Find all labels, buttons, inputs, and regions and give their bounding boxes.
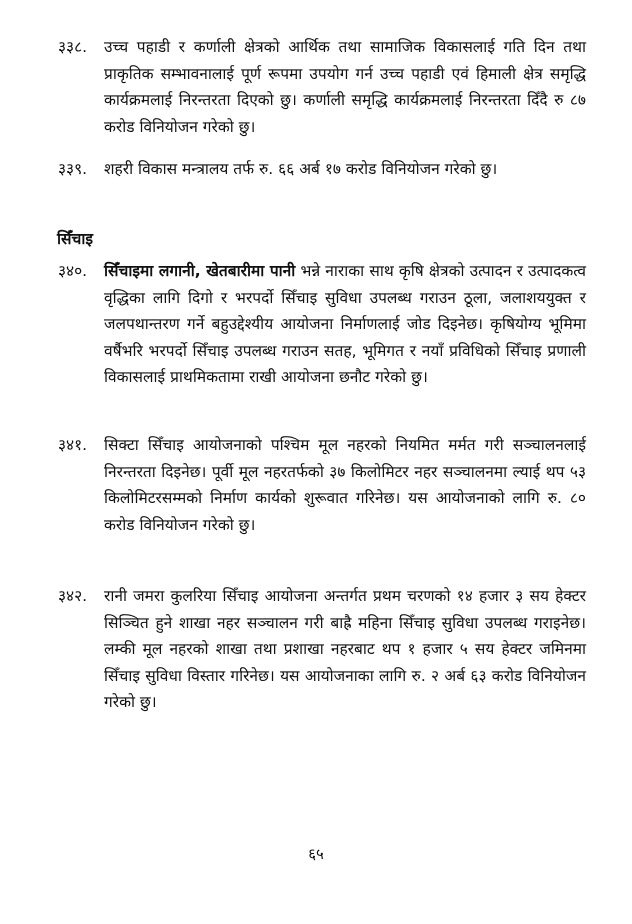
paragraph-number: ३३८. xyxy=(58,38,88,56)
paragraph-text: उच्च पहाडी र कर्णाली क्षेत्रको आर्थिक तथा सामाजिक विकासलाई गति दिन तथा प्राकृतिक सम्भावनालाई पूर्ण रूपमा उपयोग गर्न उच्च पहाडी एवं हिमाली क्षेत्र समृद्धि कार्यक्रमलाई निरन्तरता दिएको छु। कर्णाली समृद्धि कार्यक्रमलाई निरन्तरता दिँदै रु ८७ करोड विनियोजन गरेको छु। xyxy=(104,38,586,136)
paragraph-text: रानी जमरा कुलरिया सिँचाइ आयोजना अन्तर्गत प्रथम चरणको १४ हजार ३ सय हेक्टर सिञ्चित हुने शाखा नहर सञ्चालन गरी बाह्रै महिना सिँचाइ सुविधा उपलब्ध गराइनेछ। लम्की मूल नहरको शाखा तथा प्रशाखा नहरबाट थप १ हजार ५ सय हेक्टर जमिनमा सिँचाइ सुविधा विस्तार गरिनेछ। यस आयोजनाका लागि रु. २ अर्ब ६३ करोड विनियोजन गरेको छु। xyxy=(104,587,586,711)
paragraph-number: ३४२. xyxy=(58,587,88,605)
paragraph-text: सिक्टा सिँचाइ आयोजनाको पश्चिम मूल नहरको नियमित मर्मत गरी सञ्चालनलाई निरन्तरता दिइनेछ। पूर्वी मूल नहरतर्फको ३७ किलोमिटर नहर सञ्चालनमा ल्याई थप ५३ किलोमिटरसम्मको निर्माण कार्यको शुरूवात गरिनेछ। यस आयोजनाको लागि रु. ८० करोड विनियोजन गरेको छु। xyxy=(104,436,586,534)
paragraph-number: ३४१. xyxy=(58,436,88,454)
paragraph-number: ३३९. xyxy=(58,160,88,178)
paragraph-number: ३४०. xyxy=(58,262,88,280)
page-number: ६५ xyxy=(308,845,324,863)
section-heading: सिँचाइ xyxy=(57,230,93,248)
emphasized-slogan: सिँचाइमा लगानी, खेतबारीमा पानी xyxy=(104,262,296,280)
paragraph-text: शहरी विकास मन्त्रालय तर्फ रु. ६६ अर्ब १७ करोड विनियोजन गरेको छु। xyxy=(104,160,498,178)
paragraph-text xyxy=(104,258,586,391)
paragraph-body: भन्ने नाराका साथ कृषि क्षेत्रको उत्पादन र उत्पादकत्व वृद्धिका लागि दिगो र भरपर्दो सिँचाइ सुविधा उपलब्ध गराउन ठूला, जलाशययुक्त र जलपथान्तरण गर्ने बहुउद्देश्यीय आयोजना निर्माणलाई जोड दिइनेछ। कृषियोग्य भूमिमा वर्षैभरि भरपर्दो सिँचाइ उपलब्ध गराउन सतह, भूमिगत र नयाँ प्रविधिको सिँचाइ प्रणाली विकासलाई प्राथमिकतामा राखी आयोजना छनौट गरेको छु। xyxy=(104,262,587,386)
